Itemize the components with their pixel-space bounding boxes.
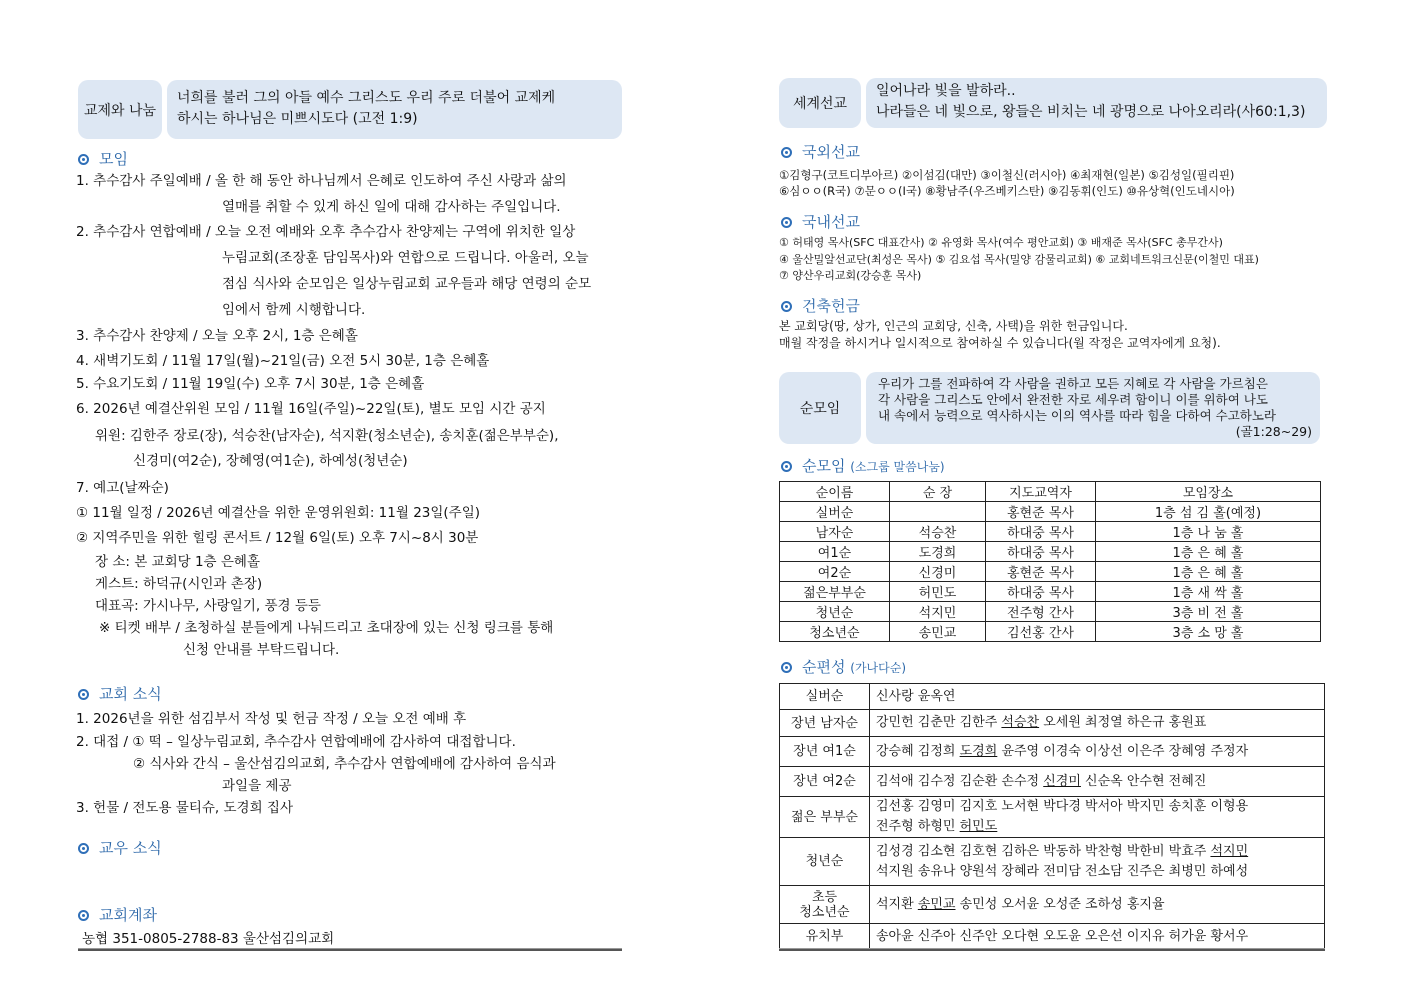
gathering-line: 7. 예고(날짜순): [76, 480, 169, 496]
soon-meeting-table: [779, 481, 1321, 642]
table-cell: 여1순: [780, 542, 890, 562]
gathering-line: 5. 수요기도회 / 11월 19일(수) 오후 7시 30분, 1층 은혜홀: [76, 376, 425, 392]
section-church-news: [78, 684, 162, 704]
section-account: [78, 905, 157, 925]
mission-verse-line: 일어나라 빛을 발하라..: [876, 83, 1016, 99]
section-soon-roster: [781, 657, 906, 677]
gathering-line: ① 11월 일정 / 2026년 예결산을 위한 운영위원회: 11월 23일(주일): [76, 505, 481, 521]
roster-line: [876, 713, 1318, 733]
table-cell: 젊은부부순: [780, 582, 890, 602]
building-line: 매월 작정을 하시거나 일시적으로 참여하실 수 있습니다(월 작정은 교역자에게 요청).: [779, 336, 1221, 350]
table-cell: 홍현준 목사: [986, 562, 1096, 582]
table-cell: 전주형 간사: [986, 602, 1096, 622]
gathering-line: 게스트: 하덕규(시인과 촌장): [95, 576, 263, 592]
roster-members: [870, 797, 1325, 838]
roster-group-name: 청년순: [780, 838, 870, 886]
member-names: 송아윤 신주아 신주안 오다현 오도윤 오은선 이지유 허가윤 황서우: [876, 928, 1249, 944]
member-names: 윤주영 이경숙 이상선 이은주 장혜영 주정자: [997, 743, 1249, 759]
circle-bullet-icon: [781, 301, 792, 312]
table-cell: [890, 502, 986, 522]
soon-label-box: [779, 372, 861, 444]
circle-bullet-icon: [781, 217, 792, 228]
roster-group-name: 장년 여1순: [780, 737, 870, 767]
gathering-line: 장 소: 본 교회당 1층 은혜홀: [95, 554, 261, 570]
soon-verse-line: 내 속에서 능력으로 역사하시는 이의 역사를 따라 힘을 다하여 수고하노라: [878, 408, 1277, 423]
roster-group-name: 실버순: [780, 684, 870, 710]
table-cell: 신경미: [890, 562, 986, 582]
gathering-line: 열매를 취할 수 있게 하신 일에 대해 감사하는 주일입니다.: [222, 199, 561, 215]
church-news-line: 3. 헌물 / 전도용 물티슈, 도경희 집사: [76, 800, 294, 816]
table-cell: 청년순: [780, 602, 890, 622]
section-soon-meeting: [781, 456, 945, 476]
fellowship-verse-line: 너희를 불러 그의 아들 예수 그리스도 우리 주로 더불어 교제케: [177, 90, 556, 106]
table-cell: 1층 나 눔 홀: [1096, 522, 1321, 542]
section-member-news: [78, 838, 162, 858]
member-names: 김선홍 김영미 김지호 노서현 박다경 박서아 박지민 송치훈 이형용: [876, 799, 1249, 814]
table-row: [780, 502, 1321, 522]
section-overseas: [781, 142, 860, 162]
section-title: 교회 소식: [99, 685, 162, 703]
table-row: [780, 797, 1325, 838]
member-names: 신사랑 윤옥연: [876, 688, 956, 704]
roster-line: [876, 862, 1318, 882]
table-row: [780, 622, 1321, 642]
gathering-line: 신경미(여2순), 장혜영(여1순), 하예성(청년순): [133, 453, 408, 469]
mission-verse-line: 나라들은 네 빛으로, 왕들은 비치는 네 광명으로 나아오리라(사60:1,3): [876, 104, 1306, 120]
circle-bullet-icon: [78, 154, 89, 165]
member-names: 전주형 하형민: [876, 819, 960, 834]
table-row: [780, 710, 1325, 737]
roster-group-name: 젊은 부부순: [780, 797, 870, 838]
roster-members: [870, 886, 1325, 924]
circle-bullet-icon: [781, 147, 792, 158]
soon-verse-box: [866, 372, 1320, 444]
table-cell: 하대중 목사: [986, 542, 1096, 562]
mission-label: 세계선교: [792, 96, 848, 112]
section-title: 모임: [99, 150, 128, 168]
section-title: 순편성: [802, 658, 846, 676]
roster-group-name: 장년 여2순: [780, 767, 870, 797]
table-row: [780, 684, 1325, 710]
table-cell: 3층 비 전 홀: [1096, 602, 1321, 622]
member-names: 석지환: [876, 896, 918, 912]
gathering-line: 위원: 김한주 장로(장), 석승찬(남자순), 석지환(청소년순), 송치훈(젊은부부순),: [95, 428, 559, 444]
gathering-line: 6. 2026년 예결산위원 모임 / 11월 16일(주일)~22일(토), 별도 모임 시간 공지: [76, 401, 546, 417]
member-names: 김석애 김수정 김순환 손수정: [876, 773, 1044, 789]
bottom-rule: [78, 948, 622, 951]
circle-bullet-icon: [781, 461, 792, 472]
leader-name: 석지민: [1210, 843, 1249, 859]
gathering-line: 2. 추수감사 연합예배 / 오늘 오전 예배와 오후 추수감사 찬양제는 구역에 위치한 일상: [76, 224, 576, 240]
fellowship-label: 교제와 나눔: [83, 102, 157, 119]
table-header-cell: 지도교역자: [986, 482, 1096, 502]
circle-bullet-icon: [78, 689, 89, 700]
section-subtitle: (소그룹 말씀나눔): [850, 460, 945, 474]
roster-members: [870, 767, 1325, 797]
member-names: 신순옥 안수현 전혜진: [1080, 773, 1207, 789]
roster-group-name: 장년 남자순: [780, 710, 870, 737]
table-cell: 도경희: [890, 542, 986, 562]
leader-name: 허민도: [959, 819, 998, 834]
table-cell: 1층 새 싹 홀: [1096, 582, 1321, 602]
table-row: [780, 767, 1325, 797]
soon-verse-line: 우리가 그를 전파하여 각 사람을 권하고 모든 지혜로 각 사람을 가르침은: [878, 376, 1268, 391]
gathering-line: 신청 안내를 부탁드립니다.: [183, 642, 340, 658]
roster-members: [870, 684, 1325, 710]
table-cell: 석지민: [890, 602, 986, 622]
domestic-line: ④ 울산밀알선교단(최성은 목사) ⑤ 김요섭 목사(밀양 감물리교회) ⑥ 교회네트워크신문(이철민 대표): [779, 253, 1259, 266]
gathering-line: 4. 새벽기도회 / 11월 17일(월)~21일(금) 오전 5시 30분, 1층 은혜홀: [76, 353, 490, 369]
table-cell: 하대중 목사: [986, 522, 1096, 542]
roster-line: [876, 742, 1318, 762]
domestic-line: ⑦ 양산우리교회(강승훈 목사): [779, 269, 922, 282]
roster-members: [870, 737, 1325, 767]
account-text: 농협 351-0805-2788-83 울산섬김의교회: [82, 931, 335, 947]
section-subtitle: (가나다순): [850, 661, 906, 675]
roster-members: [870, 838, 1325, 886]
gathering-line: 대표곡: 가시나무, 사랑일기, 풍경 등등: [95, 598, 321, 614]
table-cell: 홍현준 목사: [986, 502, 1096, 522]
gathering-line: 임에서 함께 시행합니다.: [222, 302, 366, 318]
bottom-rule: [779, 948, 1325, 951]
member-names: 오세원 최정열 하은규 홍원표: [1039, 715, 1207, 730]
table-cell: 실버순: [780, 502, 890, 522]
leader-name: 도경희: [959, 743, 998, 759]
domestic-line: ① 허태영 목사(SFC 대표간사) ② 유영화 목사(여수 평안교회) ③ 배재준 목사(SFC 총무간사): [779, 236, 1223, 249]
section-gathering: [78, 149, 128, 169]
table-row: [780, 522, 1321, 542]
table-row: [780, 562, 1321, 582]
church-news-line: 2. 대접 / ① 떡 – 일상누림교회, 추수감사 연합예배에 감사하여 대접합니다.: [76, 734, 516, 750]
table-cell: 송민교: [890, 622, 986, 642]
leader-name: 송민교: [917, 896, 956, 912]
section-title: 교우 소식: [99, 839, 162, 857]
table-row: [780, 602, 1321, 622]
table-cell: 석승찬: [890, 522, 986, 542]
section-title: 교회계좌: [99, 906, 157, 924]
table-header-cell: 순 장: [890, 482, 986, 502]
roster-group-name: 유치부: [780, 924, 870, 950]
table-cell: 김선홍 간사: [986, 622, 1096, 642]
mission-label-box: [779, 78, 861, 128]
fellowship-label-box: [78, 80, 162, 139]
church-news-line: ② 식사와 간식 – 울산섬김의교회, 추수감사 연합예배에 감사하여 음식과: [133, 756, 556, 772]
table-row: [780, 542, 1321, 562]
table-cell: 여2순: [780, 562, 890, 582]
overseas-line: ⑥심ㅇㅇ(R국) ⑦문ㅇㅇ(I국) ⑧황남주(우즈베키스탄) ⑨김동휘(인도) ⑩유상혁(인도네시아): [779, 184, 1235, 198]
table-cell: 남자순: [780, 522, 890, 542]
table-cell: 하대중 목사: [986, 582, 1096, 602]
section-domestic: [781, 212, 860, 232]
roster-line: [876, 772, 1318, 792]
table-cell: 청소년순: [780, 622, 890, 642]
circle-bullet-icon: [78, 843, 89, 854]
table-row: [780, 924, 1325, 950]
table-row: [780, 838, 1325, 886]
soon-label: 순모임: [799, 401, 841, 417]
table-cell: 3층 소 망 홀: [1096, 622, 1321, 642]
fellowship-verse-box: [167, 80, 622, 139]
circle-bullet-icon: [78, 910, 89, 921]
table-row: [780, 886, 1325, 924]
church-news-line: 1. 2026년을 위한 섬김부서 작성 및 헌금 작정 / 오늘 오전 예배 후: [76, 711, 467, 727]
roster-line: [876, 797, 1318, 817]
gathering-line: 1. 추수감사 주일예배 / 올 한 해 동안 하나님께서 은혜로 인도하여 주신 사랑과 삶의: [76, 173, 567, 189]
member-names: 석지원 송유나 양원석 장혜라 전미담 전소담 진주은 최병민 하예성: [876, 863, 1249, 879]
table-cell: 1층 섬 김 홀(예정): [1096, 502, 1321, 522]
soon-verse-line: 각 사람을 그리스도 안에서 완전한 자로 세우려 함이니 이를 위하여 나도: [878, 392, 1268, 407]
gathering-line: 누림교회(조장훈 담임목사)와 연합으로 드립니다. 아울러, 오늘: [222, 250, 589, 266]
roster-line: [876, 842, 1318, 862]
roster-group-name: 초등 청소년순: [780, 886, 870, 924]
soon-verse-line: (골1:28~29): [1235, 424, 1312, 439]
roster-members: [870, 710, 1325, 737]
mission-verse-box: [866, 78, 1327, 128]
table-cell: 1층 은 혜 홀: [1096, 542, 1321, 562]
roster-members: [870, 924, 1325, 950]
gathering-line: 3. 추수감사 찬양제 / 오늘 오후 2시, 1층 은혜홀: [76, 328, 358, 344]
table-cell: 허민도: [890, 582, 986, 602]
overseas-line: ①김형구(코트디부아르) ②이섬김(대만) ③이철신(러시아) ④최재현(일본) ⑤김성일(필리핀): [779, 168, 1235, 182]
section-building: [781, 296, 860, 316]
section-title: 건축헌금: [802, 297, 860, 315]
church-news-line: 과일을 제공: [222, 778, 292, 794]
section-title: 국외선교: [802, 143, 860, 161]
roster-line: [876, 895, 1318, 915]
leader-name: 석승찬: [1001, 715, 1040, 730]
member-names: 강승혜 김정희: [876, 743, 960, 759]
table-row: [780, 737, 1325, 767]
building-line: 본 교회당(땅, 상가, 인근의 교회당, 신축, 사택)을 위한 헌금입니다.: [779, 319, 1128, 333]
roster-line: [876, 687, 1318, 707]
table-cell: 1층 은 혜 홀: [1096, 562, 1321, 582]
circle-bullet-icon: [781, 662, 792, 673]
member-names: 김성경 김소현 김호현 김하은 박동하 박찬형 박한비 박효주: [876, 843, 1211, 859]
roster-line: [876, 927, 1318, 947]
gathering-line: ※ 티켓 배부 / 초청하실 분들에게 나눠드리고 초대장에 있는 신청 링크를 통해: [99, 620, 554, 636]
section-title: 국내선교: [802, 213, 860, 231]
leader-name: 신경미: [1043, 773, 1081, 789]
member-names: 송민성 오서윤 오성준 조하성 홍지율: [955, 896, 1165, 912]
member-names: 강민헌 김춘만 김한주: [876, 715, 1002, 730]
table-row: [780, 582, 1321, 602]
fellowship-verse-line: 하시는 하나님은 미쁘시도다 (고전 1:9): [177, 111, 418, 127]
roster-line: [876, 817, 1318, 837]
gathering-line: 점심 식사와 순모임은 일상누림교회 교우들과 해당 연령의 순모: [222, 276, 592, 292]
table-header-cell: 순이름: [780, 482, 890, 502]
soon-roster-table: [779, 683, 1325, 950]
section-title: 순모임: [802, 457, 846, 475]
gathering-line: ② 지역주민을 위한 힐링 콘서트 / 12월 6일(토) 오후 7시~8시 30분: [76, 530, 479, 546]
table-header-cell: 모임장소: [1096, 482, 1321, 502]
